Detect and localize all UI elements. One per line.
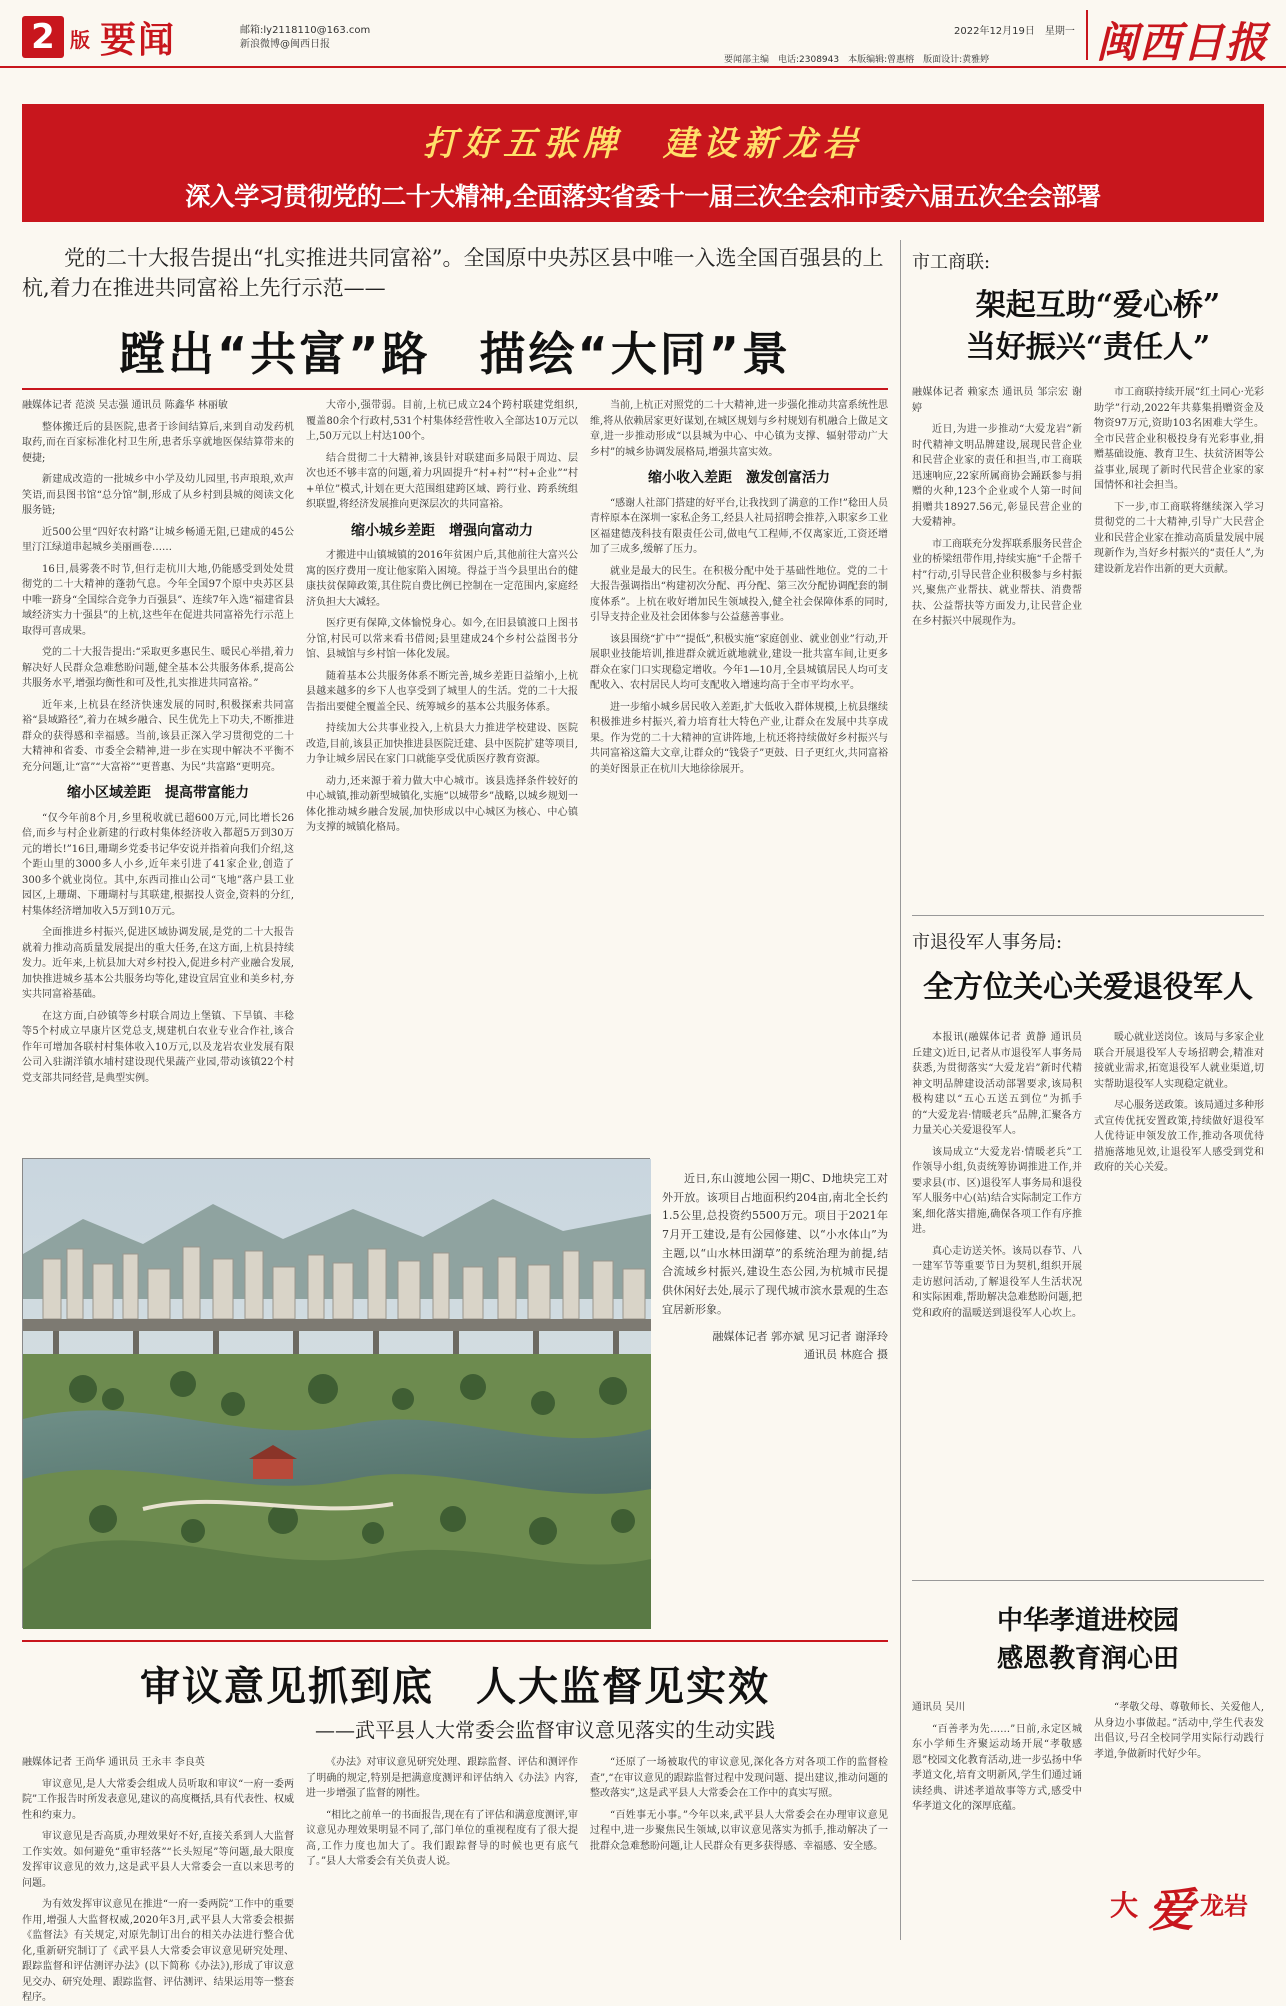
- paper-logo: 闽西日报: [1096, 18, 1269, 67]
- lead-kicker: 党的二十大报告提出“扎实推进共同富裕”。全国原中央苏区县中唯一入选全国百强县的上杭,着力在推进共同富裕上先行示范——: [22, 246, 884, 300]
- lead-para: 持续加大公共事业投入,上杭县大力推进学校建设、医院改造,目前,该县正加快推进县医院迁建、县中医院扩建等项目,力争让城乡居民在家门口就能享受优质医疗教育资源。: [306, 723, 578, 766]
- review-para: “还原了一场被取代的审议意见,深化各方对各项工作的监督检查”,“在审议意见的跟踪监督过程中发现问题、提出建议,推动问题的整改落实”,这是武平县人大常委会在工作中的真实写照。: [590, 1757, 888, 1799]
- date-line: 2022年12月19日 星期一: [954, 26, 1075, 37]
- lead-subhead: 缩小区域差距 提高带富能力: [67, 785, 249, 801]
- photo-credit: 融媒体记者 郭亦斌 见习记者 谢泽玲 通讯员 林庭合 摄: [712, 1329, 888, 1362]
- logo-text-ai: 爱: [1148, 1883, 1194, 1937]
- sidebar-para: 尽心服务送政策。该局通过多种形式宣传优抚安置政策,持续做好退役军人优待证申领发放工作,推动各项优待措施落地见效,让退役军人感受到党和政府的关心关爱。: [1094, 1100, 1264, 1173]
- dalongyan-logo: [1110, 1872, 1260, 1942]
- banner-subtitle: 深入学习贯彻党的二十大精神,全面落实省委十一届三次全会和市委六届五次全会部署: [185, 182, 1101, 211]
- sidebar-byline-1: 融媒体记者 赖家杰 通讯员 邹宗宏 谢婷: [912, 387, 1082, 414]
- sidebar-headline-1a: 架起互助“爱心桥”: [975, 288, 1221, 323]
- park-photo-illustration: [23, 1159, 651, 1629]
- sidebar-headline-3a: 中华孝道进校园: [996, 1606, 1179, 1636]
- lead-para: 当前,上杭正对照党的二十大精神,进一步强化推动共富系统性思维,将从依赖居家更好谋划,在城区规划与乡村规划有机融合上做足文章,进一步推动形成“以县城为中心、中心镇为支撑、辐射带动广大乡村”的城乡协调发展格局,增强共富实效。: [590, 400, 888, 458]
- photo-caption-text: 近日,东山渡地公园一期C、D地块完工对外开放。该项目占地面积约204亩,南北全长约1.5公里,总投资约5500万元。项目于2021年7月开工建设,是有公园修建、以“小水体山”为主题,以“山水林田湖草”的系统治理为前提,结合流域乡村振兴,建设生态公园,为杭城市民提供休闲好去处,展示了现代城市滨水景观的生态宜居新形象。: [662, 1172, 888, 1316]
- sidebar-para: 本报讯(融媒体记者 黄静 通讯员 丘建文)近日,记者从市退役军人事务局获悉,为贯彻落实“大爱龙岩”新时代精神文明品牌建设活动部署要求,该局积极构建以“五心五送五到位”为抓手的“大爱龙岩·情暖老兵”品牌,汇聚各方力量关心关爱退役军人。: [912, 1032, 1082, 1136]
- logo-text-longyan: 龙岩: [1200, 1891, 1248, 1920]
- banner-slogan: 打好五张牌 建设新龙岩: [423, 124, 863, 164]
- lead-para: 党的二十大报告提出:“采取更多惠民生、暖民心举措,着力解决好人民群众急难愁盼问题,健全基本公共服务体系,提高公共服务水平,增强均衡性和可及性,扎实推进共同富裕。”: [22, 647, 294, 689]
- review-para: 审议意见是否高质,办理效果好不好,直接关系到人大监督工作实效。如何避免“重审轻落”“长头短尾”等问题,最大限度发挥审议意见的效力,这是武平县人大常委会一直以来思考的问题。: [22, 1831, 294, 1889]
- sidebar-para: 市工商联持续开展“红土同心·光彩助学”行动,2022年共募集捐赠资金及物资97万元,资助103名困难大学生。全市民营企业积极投身有光彩事业,捐赠基础设施、教育卫生、扶贫济困等公益事业,展现了新时代民营企业家的家国情怀和社会担当。: [1094, 387, 1264, 491]
- lead-subhead: 缩小收入差距 激发创富活力: [648, 470, 830, 486]
- review-byline: 融媒体记者 王尚华 通讯员 王永丰 李良英: [22, 1757, 205, 1768]
- lead-para: 随着基本公共服务体系不断完善,城乡差距日益缩小,上杭县越来越多的乡下人也享受到了城里人的生活。党的二十大报告指出要健全覆盖全民、统筹城乡的基本公共服务体系。: [306, 670, 578, 713]
- park-photo: [22, 1158, 650, 1628]
- sidebar-headline-3b: 感恩教育润心田: [996, 1644, 1179, 1674]
- page-word: 版: [70, 28, 90, 52]
- page-number: 2: [31, 17, 55, 57]
- sidebar-para: “百善孝为先……”日前,永定区城东小学师生齐聚运动场开展“孝敬感恩”校园文化教育活动,进一步弘扬中华孝道文化,培育文明新风,学生们通过诵读经典、讲述孝道故事等方式,感受中华孝道文化的深厚底蕴。: [912, 1723, 1082, 1812]
- lead-para: “仅今年前8个月,乡里税收就已超600万元,同比增长26倍,而乡与村企业新建的行政村集体经济收入都超5万到30万元的增长!”16日,珊瑚乡党委书记华安说并指着向我们介绍,这个距山里的3000多人小乡,近年来引进了41家企业,创造了300多个就业岗位。其中,东西司推山公司“飞地”落户县工业园区,上珊瑚、下珊瑚村与其联建,根据投人资金,资料的分红,村集体经济增加收入5万到10万元。: [22, 812, 294, 917]
- lead-subhead: 缩小城乡差距 增强向富动力: [351, 522, 533, 539]
- lead-para: 大帝小,强带弱。目前,上杭已成立24个跨村联建党组织,覆盖80余个行政村,531个村集体经营性收入全部达10万元以上,50万元以上村达100个。: [306, 400, 578, 442]
- weibo-line: 新浪微博@闽西日报: [240, 39, 330, 50]
- lead-para: 16日,晨雾袭不时节,但行走杭川大地,仍能感受到处处贯彻党的二十大精神的蓬勃气息。今年全国97个原中央苏区县中唯一跻身“全国综合竞争力百强县”、连续7年入选“福建省县域经济实力十强县”的上杭,这些年在促进共同富裕先行示范上取得可喜成果。: [22, 563, 294, 637]
- theme-banner: [22, 104, 1264, 222]
- sidebar-headline-1b: 当好振兴“责任人”: [965, 330, 1211, 365]
- lead-para: 整体搬迁后的县医院,患者于诊间结算后,来到自动发药机取药,而在百家标准化村卫生所,患者乐享就地医保结算带来的便捷;: [22, 421, 294, 464]
- review-para: “相比之前单一的书面报告,现在有了评估和满意度测评,审议意见办理效果明显不同了,部门单位的重视程度有了很大提高,工作力度也加大了。我们跟踪督导的时候也更有底气了。”县人大常委会有关负责人说。: [306, 1809, 578, 1867]
- lead-para: 结合贯彻二十大精神,该县针对联建面多局限于周边、层次也还不够丰富的问题,着力巩固提升“村+村”“村+企业”“村+单位”模式,计划在更大范围组建跨区域、跨行业、跨系统组织联盟,将经济发展推向更深层次的共同富裕。: [306, 452, 578, 510]
- sidebar-para: 近日,为进一步推动“大爱龙岩”新时代精神文明品牌建设,展现民营企业和民营企业家的责任和担当,市工商联迅速响应,22家所属商协会踊跃参与捐赠的火种,123个企业或个人第一时间捐赠共18927.56元,彰显民营企业的大爱精神。: [912, 424, 1082, 528]
- page-header: [0, 0, 1286, 68]
- lead-para: 近500公里“四好农村路”让城乡畅通无阻,已建成的45公里汀江绿道串起城乡美丽画卷……: [22, 526, 294, 553]
- section-title: 要闻: [100, 20, 177, 61]
- lead-para: 进一步缩小城乡居民收入差距,扩大低收入群体规模,上杭县继续积极推进乡村振兴,着力培育壮大特色产业,让群众在发展中共享成果。作为党的二十大精神的宣讲阵地,上杭还将持续做好乡村振兴与共同富裕这篇大文章,让群众的“钱袋子”更鼓、日子更红火,共同富裕的美好图景正在杭川大地徐徐展开。: [590, 701, 888, 775]
- lead-para: 全面推进乡村振兴,促进区域协调发展,是党的二十大报告就着力推动高质量发展提出的重大任务,在这方面,上杭县持续发力。近年来,上杭县加大对乡村投入,促进乡村产业融合发展,加快推进城乡基本公共服务均等化,建设宜居宜业和美乡村,夯实共同富裕基础。: [22, 927, 294, 1001]
- review-para: 审议意见,是人大常委会组成人员听取和审议“一府一委两院”工作报告时所发表意见,建议的高度概括,具有代表性、权威性和约束力。: [22, 1778, 294, 1821]
- sidebar-para: 真心走访送关怀。该局以春节、八一建军节等重要节日为契机,组织开展走访慰问活动,了解退役军人生活状况和实际困难,帮助解决急难愁盼问题,把党和政府的温暖送到退役军人心坎上。: [912, 1245, 1082, 1319]
- page-number-badge: [22, 16, 64, 58]
- sidebar-para: 市工商联充分发挥联系服务民营企业的桥梁纽带作用,持续实施“千企帮千村”行动,引导民营企业积极参与乡村振兴,聚焦产业帮扶、就业帮扶、消费帮扶、公益帮扶等方面发力,让民营企业在乡村振兴中展现作为。: [912, 538, 1082, 627]
- lead-para: 新建成改造的一批城乡中小学及幼儿园里,书声琅琅,欢声笑语,而县图书馆“总分馆”制,形成了从乡村到县城的阅读文化服务链;: [22, 474, 294, 516]
- sidebar-para: 暖心就业送岗位。该局与多家企业联合开展退役军人专场招聘会,精准对接就业需求,拓宽退役军人就业渠道,切实帮助退役军人实现稳定就业。: [1094, 1032, 1264, 1090]
- lead-para: 就业是最大的民生。在积极分配中处于基础性地位。党的二十大报告强调指出“构建初次分配、再分配、第三次分配协调配套的制度体系”。上杭在收好增加民生领域投入,健全社会保障体系的同时,引导支持企业及社会团体参与公益慈善事业。: [590, 565, 888, 624]
- sidebar-headline-2: 全方位关心关爱退役军人: [923, 970, 1253, 1005]
- sidebar-byline-3: 通讯员 吴川: [912, 1702, 966, 1713]
- editor-line: 要闻部主编 电话:2308943 本版编辑:曾惠榕 版面设计:黄雅婷: [724, 55, 990, 65]
- sidebar-para: “孝敬父母、尊敬师长、关爱他人,从身边小事做起。”活动中,学生代表发出倡议,号召全校同学用实际行动践行孝道,争做新时代好少年。: [1094, 1702, 1264, 1760]
- review-subhead: ——武平县人大常委会监督审议意见落实的生动实践: [315, 1718, 775, 1742]
- lead-headline: 蹚出“共富”路 描绘“大同”景: [119, 327, 791, 381]
- review-para: “百姓事无小事。”今年以来,武平县人大常委会在办理审议意见过程中,进一步聚焦民生领域,以审议意见落实为抓手,推动解决了一批群众急难愁盼问题,让人民群众有更多获得感、幸福感、安全感。: [590, 1809, 888, 1852]
- logo-text-da: 大: [1110, 1889, 1139, 1922]
- lead-para: 医疗更有保障,文体愉悦身心。如今,在旧县镇渡口上图书分馆,村民可以常来看书借阅;县里建成24个乡村公益图书分馆、县城馆与乡村馆一体化发展。: [306, 618, 578, 661]
- sidebar-para: 该局成立“大爱龙岩·情暖老兵”工作领导小组,负责统筹协调推进工作,并要求县(市、区)退役军人事务局和退役军人服务中心(站)结合实际制定工作方案,细化落实措施,确保各项工作有序推进。: [912, 1146, 1082, 1235]
- lead-para: 该县围绕“扩中”“提低”,积极实施“家庭创业、就业创业”行动,开展职业技能培训,推进群众就近就地就业,建设一批共富车间,让更多群众在家门口实现稳定增收。今年1—10月,全县城镇居民人均可支配收入、农村居民人均可支配收入增速均高于全市平均水平。: [590, 633, 888, 692]
- sidebar-kicker-2: 市退役军人事务局:: [912, 932, 1063, 953]
- lead-para: 动力,还来源于着力做大中心城市。该县选择条件较好的中心城镇,推动新型城镇化,实施“以城带乡”战略,以城乡规划一体化推动城乡融合发展,加快形成以中心城区为核心、中心镇为支撑的城镇化格局。: [306, 775, 578, 834]
- review-para: 为有效发挥审议意见在推进“一府一委两院”工作中的重要作用,增强人大监督权威,2020年3月,武平县人大常委会根据《监督法》有关规定,对原先制订出台的相关办法进行整合优化,重新研究制订了《武平县人大常委会审议意见研究处理、跟踪监督和评估测评办法》(以下简称《办法》),形成了审议意见交办、研究处理、跟踪监督、评估测评、结果运用等一整套程序。: [22, 1899, 294, 2003]
- lead-para: “感谢人社部门搭建的好平台,让我找到了满意的工作!”稔田人员青梓原本在深圳一家私企务工,经县人社局招聘会推荐,入职家乡工业区福建德茂科技有限责任公司,做电气工程师,不仅离家近,工资还增加了三成多,缓解了压力。: [590, 497, 888, 556]
- photo-caption: [662, 1170, 888, 1610]
- email-line: 邮箱:ly2118110@163.com: [240, 25, 371, 36]
- lead-byline: 融媒体记者 范淡 吴志强 通讯员 陈鑫华 林丽敏: [22, 400, 228, 411]
- sidebar-kicker-1: 市工商联:: [912, 252, 991, 273]
- sidebar-para: 下一步,市工商联将继续深入学习贯彻党的二十大精神,引导广大民营企业和民营企业家在推动高质量发展中展现新作为,当好乡村振兴的“责任人”,为建设新龙岩作出新的更大贡献。: [1094, 501, 1264, 575]
- review-headline: 审议意见抓到底 人大监督见实效: [140, 1663, 770, 1710]
- lead-para: 在这方面,白砂镇等乡村联合周边上堡镇、下旱镇、丰稔等5个村成立早康片区党总支,规建机白农业专业合作社,该合作年可增加各联村村集体收入10万元,以及龙岩农业发展有限公司入驻湖洋镇水埔村建设现代果蔬产业园,带动该镇22个村党支部共同经营,是典型实例。: [22, 1010, 294, 1084]
- lead-para: 近年来,上杭县在经济快速发展的同时,积极探索共同富裕“县域路径”,着力在城乡融合、民生优先上下功夫,不断推进群众的获得感和幸福感。当前,该县正深入学习贯彻党的二十大精神和省委、市委全会精神,进一步在实现中解决不平衡不充分问题,让“富”“大富裕”“更普惠、为民”共富路“更明亮。: [22, 699, 294, 773]
- review-para: 《办法》对审议意见研究处理、跟踪监督、评估和测评作了明确的规定,特别是把满意度测评和评估纳入《办法》内容,进一步增强了监督的刚性。: [306, 1757, 578, 1799]
- lead-para: 才搬进中山镇城镇的2016年贫困户后,其他前往大富兴公寓的医疗费用一度让他家陷入困境。得益于当今县里出台的健康扶贫保障政策,其住院自费比例已控制在一定范围内,家庭经济负担大大减轻。: [306, 550, 578, 608]
